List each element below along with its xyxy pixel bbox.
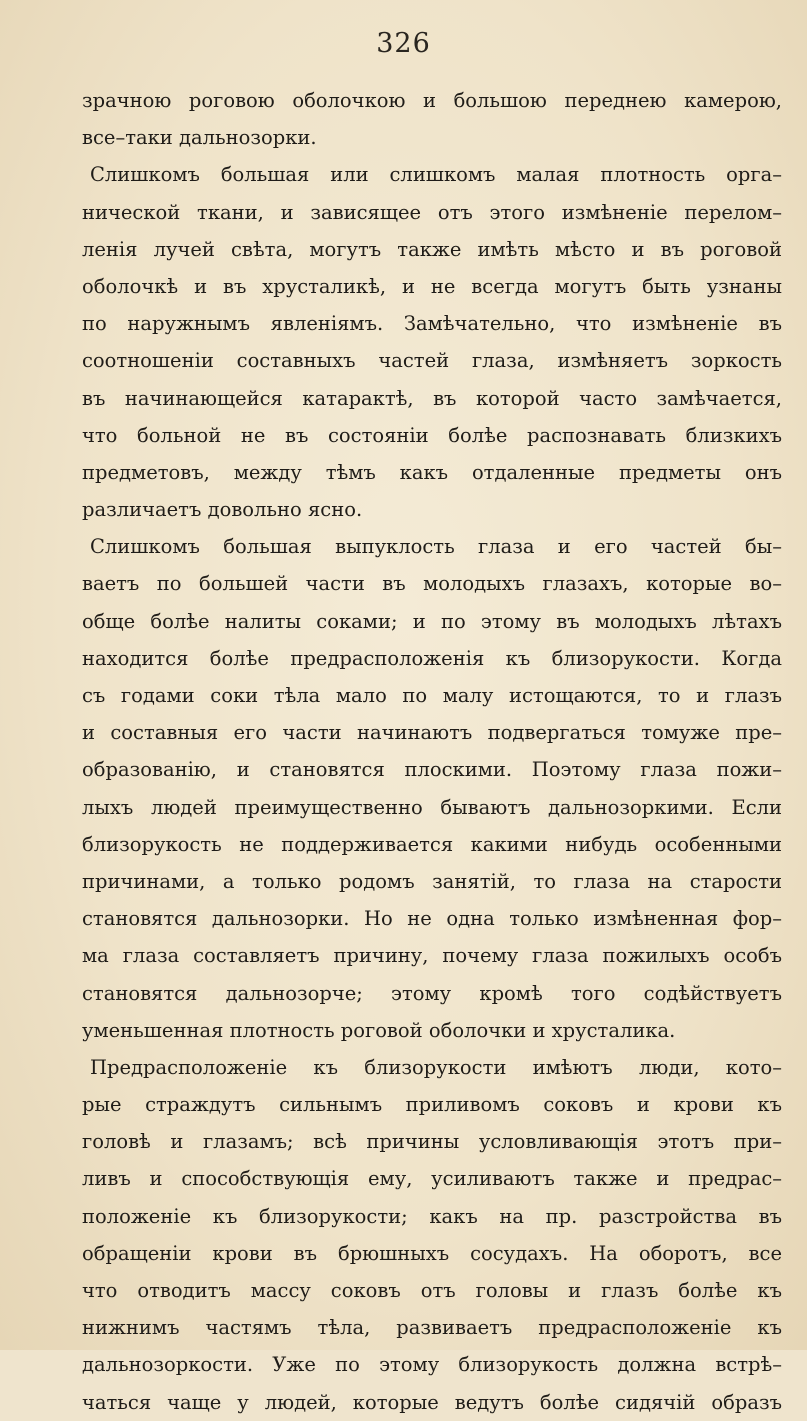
text-line: зрачною роговою оболочкою и большою переднею камерою, <box>82 89 782 112</box>
paragraph <box>82 82 782 156</box>
text-line: причинами, а только родомъ занятій, то глаза на старости <box>82 869 782 893</box>
body-text <box>82 82 782 1421</box>
text-line: все–таки дальнозорки. <box>82 126 317 150</box>
text-line: ленія лучей свѣта, могутъ также имѣть мѣсто и въ роговой <box>82 237 782 261</box>
text-line: различаетъ довольно ясно. <box>82 498 363 522</box>
text-line: ма глаза составляетъ причину, почему глаза пожилыхъ особъ <box>82 944 782 968</box>
text-line: что отводитъ массу соковъ отъ головы и глазъ болѣе къ <box>82 1279 782 1302</box>
text-line: Слишкомъ большая или слишкомъ малая плотность орга– <box>90 163 782 187</box>
text-line: по наружнымъ явленіямъ. Замѣчательно, что измѣненіе въ <box>82 312 782 336</box>
text-line: въ начинающейся катарактѣ, въ которой часто замѣчается, <box>82 386 782 410</box>
text-line: становятся дальнозорки. Но не одна только измѣненная фор– <box>82 907 782 931</box>
text-line: ваетъ по большей части въ молодыхъ глазахъ, которые во– <box>82 572 782 596</box>
paragraph <box>82 528 782 1049</box>
page-number: 326 <box>376 28 431 59</box>
text-line: лыхъ людей преимущественно бываютъ дальнозоркими. Если <box>82 795 782 819</box>
text-line: Слишкомъ большая выпуклость глаза и его частей бы– <box>90 535 782 559</box>
text-line: уменьшенная плотность роговой оболочки и хрусталика. <box>82 1018 676 1042</box>
text-line: обще болѣе налиты соками; и по этому въ молодыхъ лѣтахъ <box>82 609 782 633</box>
text-line: чаться чаще у людей, которые ведутъ болѣе сидячій образъ <box>82 1390 782 1414</box>
text-line: близорукость не поддерживается какими нибудь особенными <box>82 832 782 856</box>
text-line: что больной не въ состояніи болѣе распознавать близкихъ <box>82 423 782 447</box>
text-line: находится болѣе предрасположенія къ близорукости. Когда <box>82 646 782 670</box>
text-line: предметовъ, между тѣмъ какъ отдаленные предметы онъ <box>82 460 782 484</box>
text-line: оболочкѣ и въ хрусталикѣ, и не всегда могутъ быть узнаны <box>82 274 782 298</box>
paragraph <box>82 156 782 528</box>
text-line: ливъ и способствующія ему, усиливаютъ также и предрас– <box>82 1167 782 1191</box>
text-line: становятся дальнозорче; этому кромѣ того содѣйствуетъ <box>82 981 782 1005</box>
text-line: Предрасположеніе къ близорукости имѣютъ люди, кото– <box>90 1055 782 1079</box>
text-line: нической ткани, и зависящее отъ этого измѣненіе перелом– <box>82 200 782 224</box>
text-line: съ годами соки тѣла мало по малу истощаются, то и глазъ <box>82 684 782 707</box>
text-line: и составныя его части начинаютъ подвергаться томуже пре– <box>82 721 782 745</box>
text-line: нижнимъ частямъ тѣла, развиваетъ предрасположеніе къ <box>82 1316 782 1340</box>
text-line: соотношеніи составныхъ частей глаза, измѣняетъ зоркость <box>82 349 782 373</box>
text-line: образованію, и становятся плоскими. Поэтому глаза пожи– <box>82 758 782 782</box>
text-line: положеніе къ близорукости; какъ на пр. разстройства въ <box>82 1204 782 1228</box>
text-line: рые страждутъ сильнымъ приливомъ соковъ и крови къ <box>82 1093 782 1117</box>
text-line: дальнозоркости. Уже по этому близорукость должна встрѣ– <box>82 1353 782 1377</box>
text-line: головѣ и глазамъ; всѣ причины условливающія этотъ при– <box>82 1130 782 1154</box>
text-line: обращеніи крови въ брюшныхъ сосудахъ. На оборотъ, все <box>82 1241 782 1265</box>
paragraph <box>82 1049 782 1421</box>
